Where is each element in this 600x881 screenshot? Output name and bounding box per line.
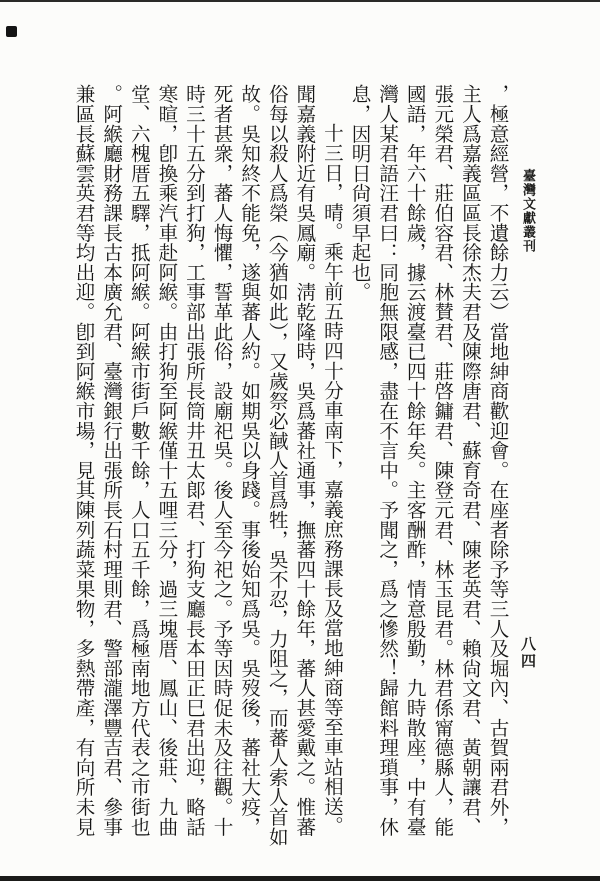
- text-column: 故。吳知終不能免，遂與蕃人約。如期吳以身踐。事後始知爲吳。吳歿後，蕃社大疫，: [237, 84, 259, 837]
- bottom-edge-artifact: [0, 876, 600, 881]
- text-column: 主人爲嘉義區區長徐杰夫君及陳際唐君、蘇育奇君、陳老英君、賴尙文君、黃朝讓君、: [458, 84, 480, 837]
- page-text: [68, 84, 510, 846]
- text-column: 國語，年六十餘歲，據云渡臺已四十餘年矣。主客酬酢，情意殷勤，九時散座，中有臺: [403, 84, 425, 837]
- text-column: 灣人某君語汪君曰：同胞無限感，盡在不言中。予聞之，爲之慘然！歸館料理瑣事，休: [375, 84, 397, 837]
- text-column: 時三十五分到打狗，工事部出張所長筒井丑太郞君、打狗支廳長本田正巳君出迎，略話: [182, 84, 204, 837]
- text-column: ，極意經營，不遺餘力云）當地紳商歡迎會。在座者除予等三人及堀內、古賀兩君外，: [486, 84, 507, 837]
- text-column: 息，因明日尙須早起也。: [348, 84, 370, 302]
- text-column: 寒暄，卽換乘汽車赴阿緱。由打狗至阿緱僅十五哩三分，過三塊厝、鳳山、後莊、九曲: [154, 84, 176, 837]
- text-column-entry-start: 十三日，晴。乘午前五時四十分車南下，嘉義庶務課長及當地紳商等至車站相送。: [320, 123, 342, 836]
- text-column: 張元榮君、莊伯容君、林賛君、莊啓鏞君、陳登元君、林玉昆君。林君係甯德縣人，能: [430, 84, 452, 837]
- page-number: 八四: [519, 636, 535, 670]
- series-title: 臺灣文獻叢刊: [521, 169, 536, 253]
- corner-mark-artifact: [6, 26, 17, 37]
- text-column: 死者甚衆，蕃人悔懼，誓革此俗，設廟祀吳。後人至今祀之。予等因時促未及往觀。十: [210, 84, 232, 837]
- top-edge-artifact: [0, 0, 600, 2]
- text-column: 。阿緱廳財務課長古本廣允君、臺灣銀行出張所長石村理則君、警部瀧澤豐吉君、參事: [99, 84, 121, 837]
- text-column: 俗每以殺人爲榮（今猶如此），又歲祭必馘人首爲牲，吳不忍，力阻之，而蕃人索人首如: [265, 84, 287, 847]
- text-column: 聞嘉義附近有吳鳳廟。淸乾隆時，吳爲蕃社通事，撫蕃四十餘年，蕃人甚愛戴之。惟蕃: [292, 84, 314, 837]
- text-column: 堂、六槐厝五驛，抵阿緱。阿緱市街戶數千餘，人口五千餘，爲極南地方代表之市街也: [127, 84, 149, 837]
- text-column: 兼區長蘇雲英君等均出迎。卽到阿緱市場，見其陳列蔬菜果物，多熱帶產，有向所未見: [72, 84, 94, 837]
